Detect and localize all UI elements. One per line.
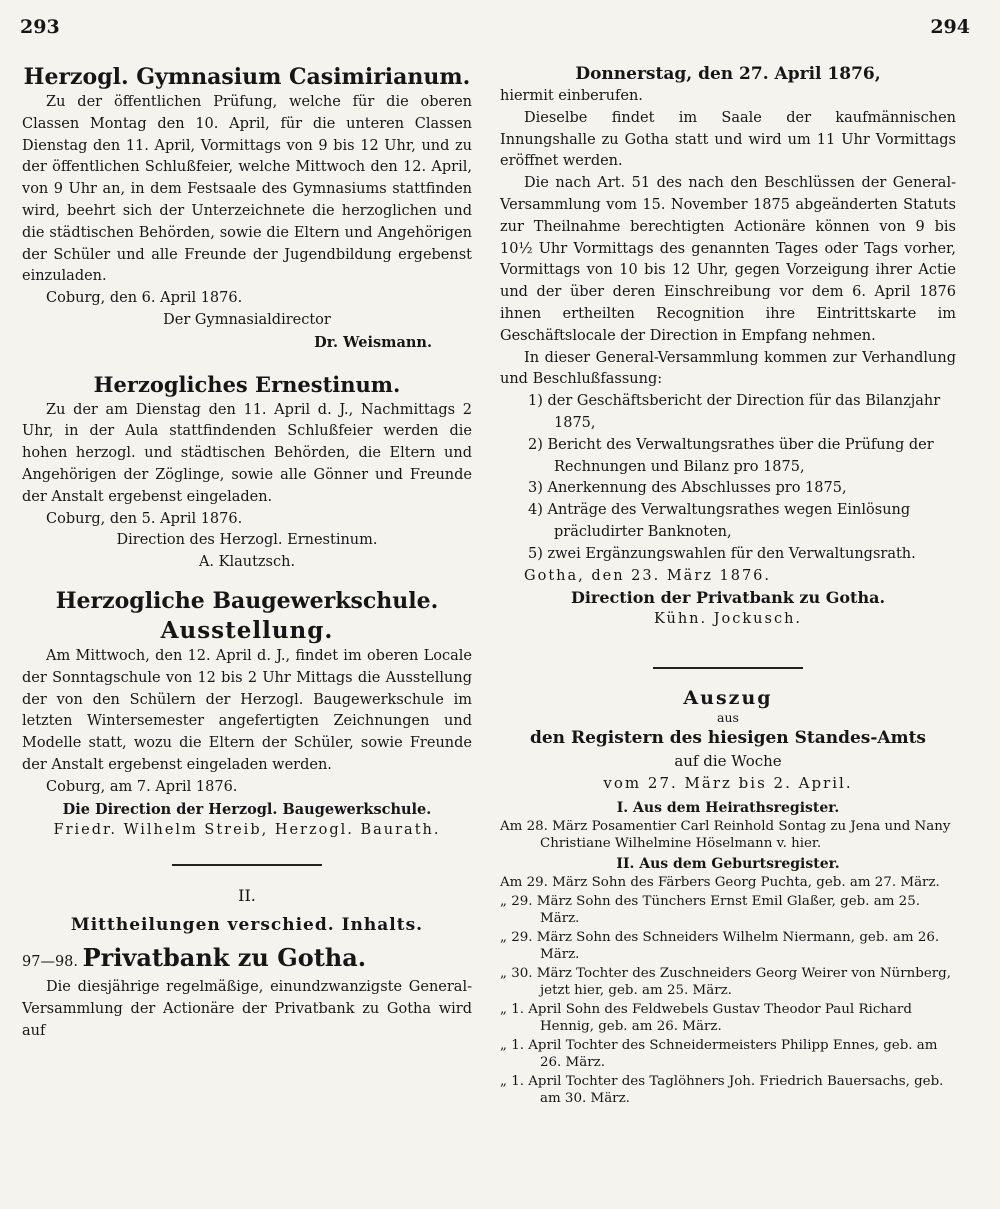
privatbank-number: 97—98. <box>22 954 79 971</box>
page-number-left: 293 <box>20 16 60 38</box>
baugewerk-body: Am Mittwoch, den 12. April d. J., findet im oberen Locale der Sonntagschule von 12 bis 2 Uhr Mittags die Ausstellung der von den Schülern der Herzogl. Baugewerkschule im letzten Wintersemester angefertigten Zeichnungen und Modelle statt, wozu die Eltern der Schüler, sowie Freunde der Anstalt ergebenst eingeladen werden. <box>22 647 472 773</box>
register-divider <box>653 667 803 669</box>
privatbank-signatory-title: Direction der Privatbank zu Gotha. <box>570 588 886 608</box>
admission-paragraph: Die nach Art. 51 des nach den Beschlüssen der General-Versammlung vom 15. November 1875 abgeänderten Statuts zur Theilnahme berechtigten Actionäre können von 9 bis 10½ Uhr Vormittags des genannten Tages oder Tags vorher, Vormittags von 10 bis 12 Uhr, gegen Vorzeigung ihrer Actie und der über deren Einschreibung vor dem 6. April 1876 ihnen ertheilten Recognition ihre Eintrittskarte im Geschäftslocale der Direction in Empfang nehmen. <box>500 175 956 344</box>
privatbank-heading: Privatbank zu Gotha. <box>82 943 367 973</box>
ernestinum-date: Coburg, den 5. April 1876. <box>46 510 243 527</box>
privatbank-body: Die diesjährige regelmäßige, einundzwanzigste General-Versammlung der Actionäre der Privatbank zu Gotha wird auf <box>22 979 472 1039</box>
gymnasium-signatory-title: Der Gymnasialdirector <box>163 311 331 328</box>
gymnasium-body: Zu der öffentlichen Prüfung, welche für die oberen Classen Montag den 10. April, für die unteren Classen Dienstag den 11. April, Vormittags von 9 bis 12 Uhr, und zu der öffentlichen Schlußfeier, welche Mittwoch den 12. April, von 9 Uhr an, in dem Festsaale des Gymnasiums stattfinden wird, beehrt sich der Unterzeichnete die herzoglichen und die städtischen Behörden, sowie die Eltern und Angehörigen der Schüler und alle Freunde der Jugendbildung ergebenst einzuladen. <box>22 94 472 285</box>
baugewerk-subheading: Ausstellung. <box>160 616 334 644</box>
week-label: auf die Woche <box>674 751 782 770</box>
register-entry: „ 1. April Sohn des Feldwebels Gustav Theodor Paul Richard Hennig, geb. am 26. März. <box>500 1001 912 1034</box>
register-entry: „ 29. März Sohn des Tünchers Ernst Emil Glaßer, geb. am 25. März. <box>500 893 920 926</box>
left-column <box>22 62 472 1043</box>
register-entry: „ 1. April Tochter des Schneidermeisters Philipp Ennes, geb. am 26. März. <box>500 1037 938 1070</box>
ernestinum-signatory-title: Direction des Herzogl. Ernestinum. <box>116 532 378 549</box>
baugewerk-signatory-name: Friedr. Wilhelm Streib, Herzogl. Baurath. <box>53 822 441 839</box>
meeting-location-paragraph: Dieselbe findet im Saale der kaufmännischen Innungshalle zu Gotha statt und wird um 11 Uhr Vormittags eröffnet werden. <box>500 109 956 170</box>
page-number-right: 294 <box>930 16 970 38</box>
agenda-list <box>500 391 956 565</box>
register-entry: „ 1. April Tochter des Taglöhners Joh. Friedrich Bauersachs, geb. am 30. März. <box>500 1073 944 1106</box>
heirath-heading: I. Aus dem Heirathsregister. <box>616 799 840 816</box>
ernestinum-body: Zu der am Dienstag den 11. April d. J., Nachmittags 2 Uhr, in der Aula stattfindenden Schlußfeier werden die hohen herzogl. und städtischen Behörden, die Eltern und Angehörigen der Zöglinge, sowie alle Gönner und Freunde der Anstalt ergebenst eingeladen. <box>22 401 472 505</box>
auszug-heading: Auszug <box>683 686 773 709</box>
ernestinum-signatory-name: A. Klautzsch. <box>198 554 296 571</box>
privatbank-date: Gotha, den 23. März 1876. <box>524 567 772 584</box>
register-entry: Am 28. März Posamentier Carl Reinhold Sontag zu Jena und Nany Christiane Wilhelmine Höselmann v. hier. <box>500 818 951 851</box>
agenda-item: 5) zwei Ergänzungswahlen für den Verwaltungsrath. <box>528 545 916 562</box>
baugewerk-heading: Herzogliche Baugewerkschule. <box>55 587 439 614</box>
geburt-heading: II. Aus dem Geburtsregister. <box>616 855 840 872</box>
meeting-date-heading: Donnerstag, den 27. April 1876, <box>575 64 881 84</box>
register-entry: Am 29. März Sohn des Färbers Georg Puchta, geb. am 27. März. <box>500 874 940 890</box>
aus-label: aus <box>717 709 739 725</box>
register-entry: „ 30. März Tochter des Zuschneiders Georg Weirer von Nürnberg, jetzt hier, geb. am 25. März. <box>500 965 951 998</box>
section-divider <box>172 864 322 866</box>
week-range: vom 27. März bis 2. April. <box>603 773 853 792</box>
baugewerk-date: Coburg, am 7. April 1876. <box>46 778 238 795</box>
heirath-list <box>500 818 956 852</box>
agenda-intro: In dieser General-Versammlung kommen zur Verhandlung und Beschlußfassung: <box>500 349 956 388</box>
agenda-item: 1) der Geschäftsbericht der Direction für das Bilanzjahr 1875, <box>528 393 941 431</box>
register-entry: „ 29. März Sohn des Schneiders Wilhelm Niermann, geb. am 26. März. <box>500 929 940 962</box>
ernestinum-heading: Herzogliches Ernestinum. <box>93 371 401 397</box>
privatbank-signatory-names: Kühn. Jockusch. <box>653 611 803 628</box>
right-column <box>500 62 956 1109</box>
registers-heading: den Registern des hiesigen Standes-Amts <box>529 727 926 748</box>
agenda-item: 3) Anerkennung des Abschlusses pro 1875, <box>528 480 847 497</box>
gymnasium-signatory-name: Dr. Weismann. <box>314 333 432 351</box>
section-title: Mittheilungen verschied. Inhalts. <box>70 915 424 936</box>
gymnasium-date: Coburg, den 6. April 1876. <box>46 290 243 307</box>
agenda-item: 2) Bericht des Verwaltungsrathes über die Prüfung der Rechnungen und Bilanz pro 1875, <box>528 436 934 475</box>
agenda-item: 4) Anträge des Verwaltungsrathes wegen Einlösung präcludirter Banknoten, <box>528 502 911 540</box>
geburt-list <box>500 874 956 1107</box>
continuation-line: hiermit einberufen. <box>500 88 643 104</box>
privatbank-heading-line <box>22 943 472 977</box>
baugewerk-signatory-title: Die Direction der Herzogl. Baugewerkschule. <box>62 800 432 818</box>
section-numeral: II. <box>238 886 256 906</box>
gymnasium-heading: Herzogl. Gymnasium Casimirianum. <box>23 64 471 90</box>
